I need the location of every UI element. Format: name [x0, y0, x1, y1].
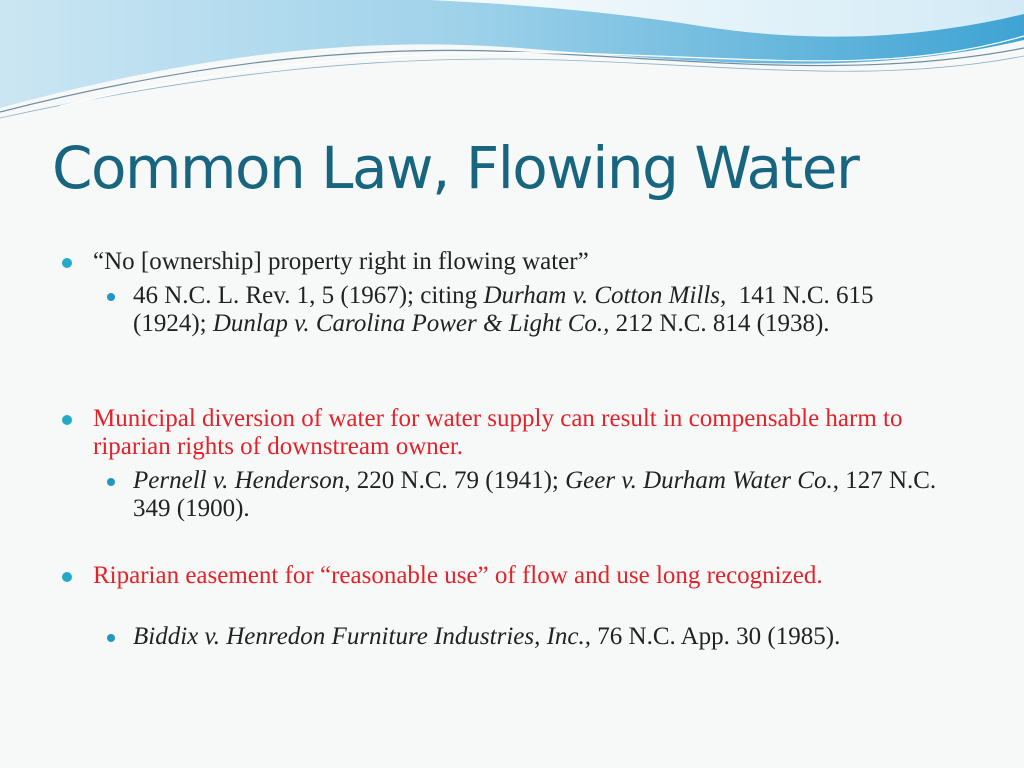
case-name: Dunlap v. Carolina Power & Light Co.,: [212, 310, 610, 337]
citation-text: 46 N.C. L. Rev. 1, 5 (1967); citing: [133, 282, 484, 309]
sub-bullet-item: [133, 282, 953, 338]
bullet-dot-icon: [62, 572, 72, 582]
sub-bullet-dot-icon: [107, 478, 115, 486]
bullet-dot-icon: [62, 258, 72, 268]
sub-bullet-item: [133, 467, 953, 523]
bullet-text: Riparian easement for “reasonable use” of flow and use long recognized.: [93, 562, 823, 589]
case-name: Pernell v. Henderson: [133, 467, 345, 494]
sub-bullet-item: [133, 623, 953, 651]
bullet-dot-icon: [62, 415, 72, 425]
citation-text: 76 N.C. App. 30 (1985).: [591, 623, 841, 650]
case-name: Geer v. Durham Water Co.: [565, 467, 833, 494]
citation-text: , 127 N.C. 349 (1900).: [133, 467, 937, 522]
slide-title: Common Law, Flowing Water: [52, 134, 859, 202]
case-name: Biddix v. Henredon Furniture Industries, Inc.,: [133, 623, 592, 650]
citation-text: , 220 N.C. 79 (1941);: [344, 467, 566, 494]
bullet-item: [93, 405, 933, 461]
bullet-item: [93, 248, 933, 276]
case-name: Durham v. Cotton Mills,: [483, 282, 727, 309]
bullet-item: [93, 562, 933, 590]
citation-text: 212 N.C. 814 (1938).: [609, 310, 830, 337]
bullet-text: Municipal diversion of water for water supply can result in compensable harm to riparian rights of downstream owner.: [93, 405, 903, 460]
sub-bullet-dot-icon: [107, 634, 115, 642]
sub-bullet-dot-icon: [107, 293, 115, 301]
citation-text: 141 N.C. 615 (1924);: [133, 282, 880, 337]
bullet-text: “No [ownership] property right in flowing water”: [93, 248, 589, 275]
